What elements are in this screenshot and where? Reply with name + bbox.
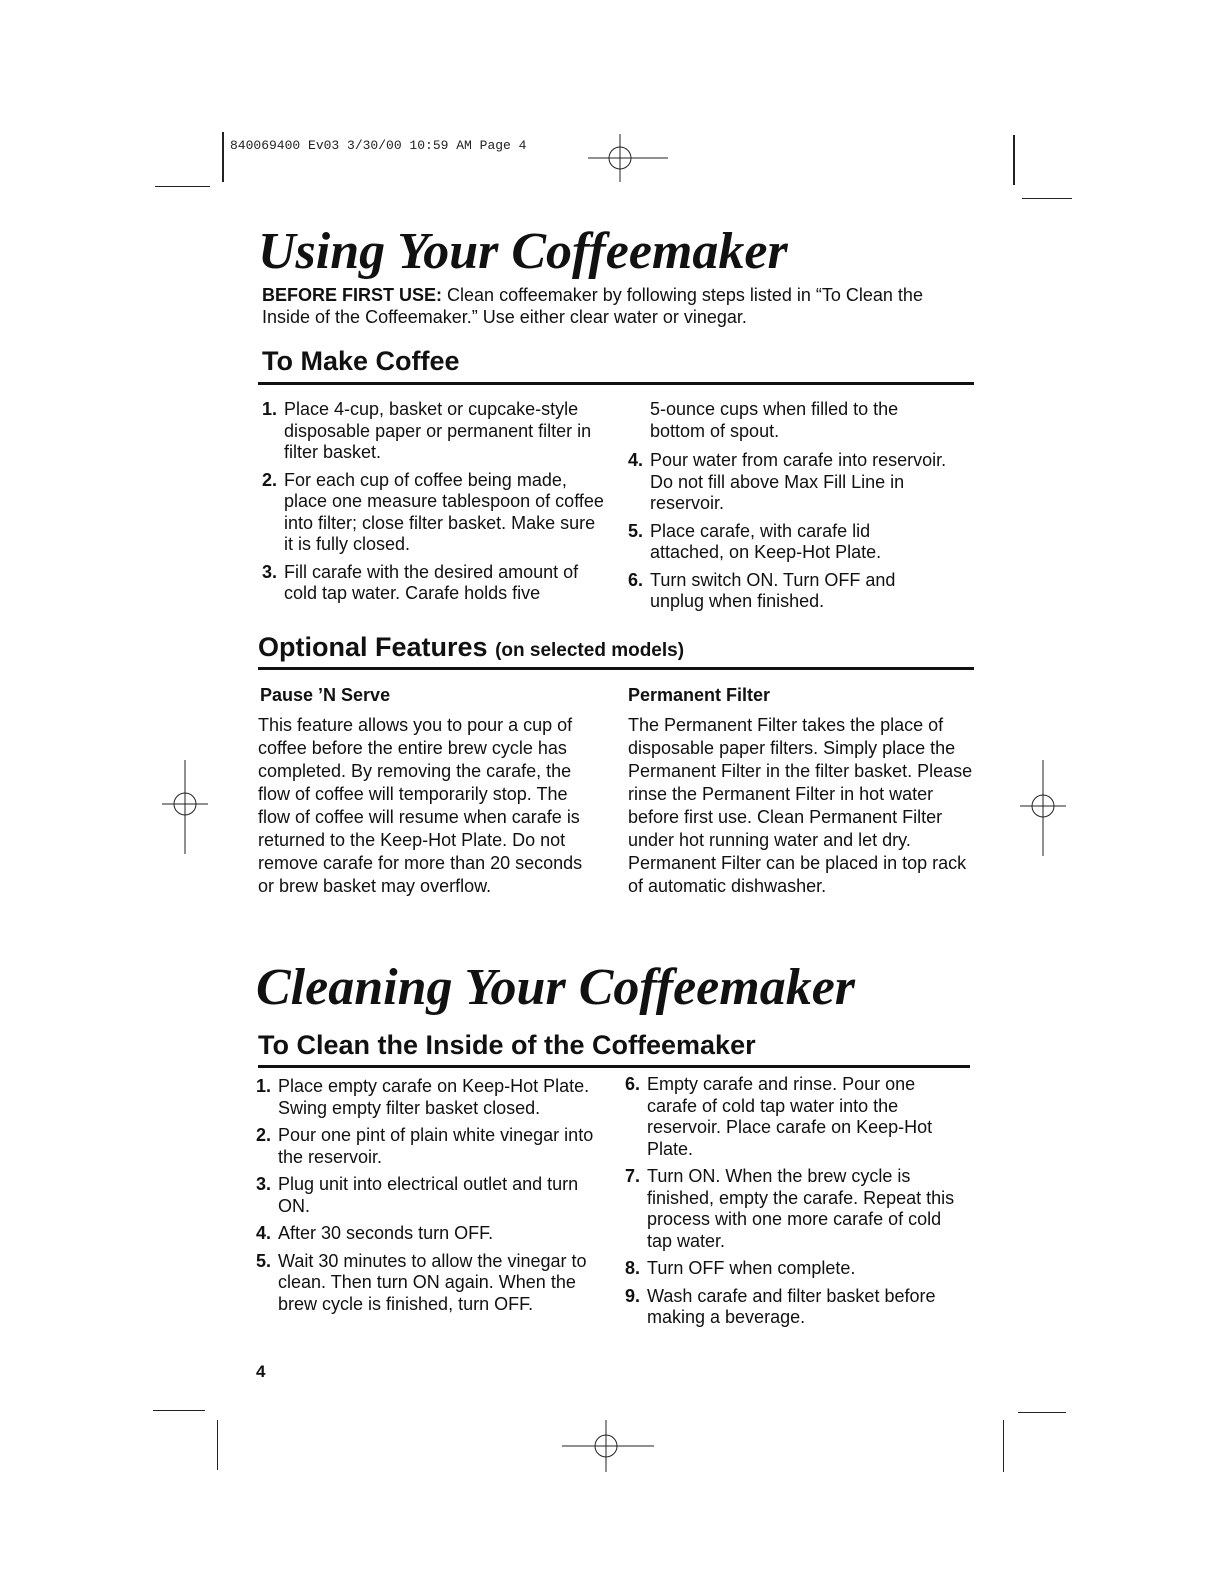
- crop-mark-top-right-vertical: [1013, 135, 1015, 185]
- printer-slug: 840069400 Ev03 3/30/00 10:59 AM Page 4: [230, 138, 527, 153]
- section-title-cleaning: Cleaning Your Coffeemaker: [256, 959, 856, 1016]
- list-item: 6. Turn switch ON. Turn OFF and unplug when finished.: [628, 569, 896, 611]
- list-item: 1. Place 4-cup, basket or cupcake-style disposable paper or permanent filter in filter basket.: [262, 399, 592, 462]
- before-first-use-text: Clean coffeemaker by following steps listed in “To Clean the Inside of the Coffeemaker.” Use either clear water or vinegar.: [262, 285, 923, 327]
- crop-mark-bottom-left-horizontal: [153, 1410, 205, 1411]
- crop-mark-bottom-right-horizontal: [1018, 1412, 1066, 1413]
- list-item: 6. Empty carafe and rinse. Pour one carafe of cold tap water into the reservoir. Place carafe on Keep-Hot Plate.: [625, 1074, 933, 1159]
- list-item: 2. Pour one pint of plain white vinegar into the reservoir.: [256, 1125, 594, 1167]
- make-coffee-step-continuation: 5-ounce cups when filled to the bottom of spout.: [650, 399, 899, 441]
- list-item: 9. Wash carafe and filter basket before making a beverage.: [625, 1285, 936, 1327]
- heading-clean-inside: To Clean the Inside of the Coffeemaker: [258, 1030, 756, 1060]
- crop-mark-top-left-horizontal: [155, 186, 210, 187]
- list-item: 5. Wait 30 minutes to allow the vinegar to clean. Then turn ON again. When the brew cycle is finished, turn OFF.: [256, 1250, 587, 1314]
- registration-mark-bottom-icon: [562, 1420, 654, 1472]
- list-item: 4. After 30 seconds turn OFF.: [256, 1223, 494, 1243]
- clean-steps-left: [256, 1076, 601, 1321]
- make-coffee-steps-right: [628, 450, 948, 619]
- clean-steps-right: [625, 1074, 965, 1335]
- list-item: 8. Turn OFF when complete.: [625, 1258, 856, 1278]
- list-item: 7. Turn ON. When the brew cycle is finished, empty the carafe. Repeat this process with one more carafe of cold tap water.: [625, 1166, 955, 1251]
- list-item: 2. For each cup of coffee being made, place one measure tablespoon of coffee into filter; close filter basket. Make sure it is fully closed.: [262, 469, 604, 554]
- section-title-using: Using Your Coffeemaker: [258, 223, 788, 280]
- list-item: 3. Plug unit into electrical outlet and turn ON.: [256, 1174, 579, 1216]
- before-first-use-note: [262, 284, 962, 328]
- list-item: 3. Fill carafe with the desired amount of cold tap water. Carafe holds five: [262, 561, 579, 603]
- before-first-use-label: BEFORE FIRST USE:: [262, 285, 443, 305]
- heading-optional-features: [258, 634, 684, 661]
- permanent-filter-title: Permanent Filter: [628, 685, 771, 705]
- crop-mark-top-right-horizontal: [1022, 198, 1072, 199]
- page-number: 4: [256, 1362, 266, 1381]
- list-item: 4. Pour water from carafe into reservoir. Do not fill above Max Fill Line in reservoir.: [628, 450, 947, 513]
- list-item: 1. Place empty carafe on Keep-Hot Plate. Swing empty filter basket closed.: [256, 1076, 590, 1118]
- heading-rule: [258, 667, 974, 670]
- make-coffee-steps-left: [262, 399, 607, 611]
- registration-mark-right-icon: [1018, 760, 1068, 856]
- heading-to-make-coffee: To Make Coffee: [262, 346, 460, 376]
- heading-rule: [258, 382, 974, 385]
- optional-features-note: (on selected models): [495, 640, 685, 661]
- crop-mark-top-left-vertical: [222, 132, 224, 182]
- pause-n-serve-title: Pause ’N Serve: [260, 685, 391, 705]
- heading-rule: [258, 1065, 970, 1068]
- crop-mark-bottom-right-vertical: [1003, 1420, 1004, 1472]
- optional-features-title: Optional Features: [258, 632, 488, 662]
- registration-mark-top-icon: [588, 132, 668, 184]
- list-item: 5. Place carafe, with carafe lid attached, on Keep-Hot Plate.: [628, 520, 882, 562]
- registration-mark-left-icon: [160, 760, 210, 854]
- pause-n-serve-text: This feature allows you to pour a cup of coffee before the entire brew cycle has completed. By removing the carafe, the flow of coffee will temporarily stop. The flow of coffee will resume when carafe is returned to the Keep-Hot Plate. Do not remove carafe for more than 20 seconds or brew basket may overflow.: [258, 715, 583, 896]
- crop-mark-bottom-left-vertical: [217, 1420, 218, 1470]
- permanent-filter-text: The Permanent Filter takes the place of disposable paper filters. Simply place the Permanent Filter in the filter basket. Please rinse the Permanent Filter in hot water before first use. Clean Permanent Filter under hot running water and let dry. Permanent Filter can be placed in top rack of automatic dishwasher.: [628, 715, 973, 896]
